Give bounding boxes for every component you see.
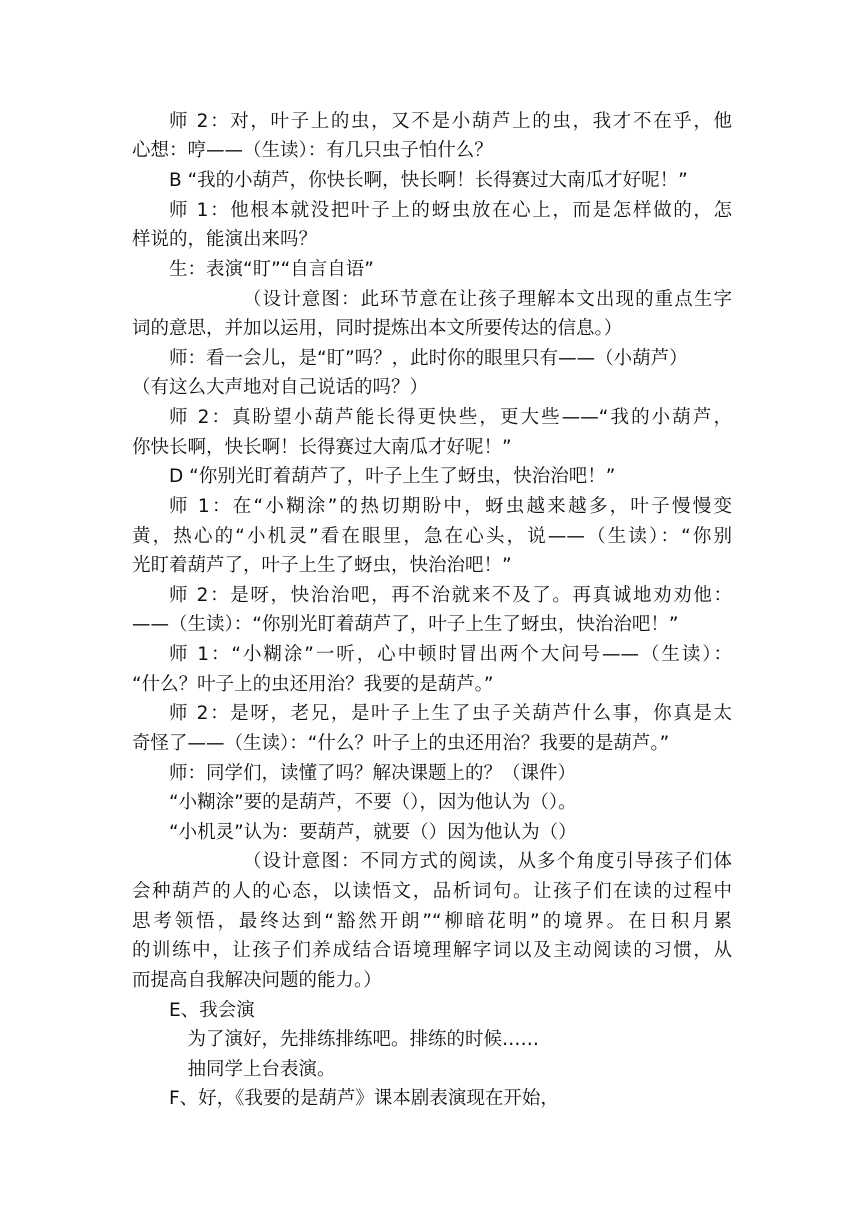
text-line: 奇怪了——（生读）：“什么？叶子上的虫还用治？我要的是葫芦。”	[132, 733, 670, 754]
text-line: （设计意图：不同方式的阅读，从多个角度引导孩子们体	[243, 851, 732, 872]
text-line: D “你别光盯着葫芦了，叶子上生了蚜虫，快治治吧！”	[169, 466, 616, 487]
text-line: 黄，热心的“小机灵”看在眼里，急在心头，说——（生读）：“你别	[132, 526, 732, 547]
text-line: 师 2：是呀，老兄，是叶子上生了虫子关葫芦什么事，你真是太	[169, 703, 732, 724]
text-line: 样说的，能演出来吗？	[132, 229, 318, 250]
text-line: 生：表演“盯”“自言自语”	[169, 259, 374, 280]
text-line: 思考领悟，最终达到“豁然开朗”“柳暗花明”的境界。在日积月累	[132, 911, 732, 932]
text-line: 师 2：真盼望小葫芦能长得更快些，更大些——“我的小葫芦，	[169, 407, 732, 428]
text-line: “小糊涂”要的是葫芦，不要（），因为他认为（）。	[169, 792, 577, 813]
text-line: 师：同学们，读懂了吗？解决课题上的？（课件）	[169, 763, 577, 784]
text-line: 光盯着葫芦了，叶子上生了蚜虫，快治治吧！”	[132, 555, 512, 576]
text-line: 的训练中，让孩子们养成结合语境理解字词以及主动阅读的习惯，从	[132, 940, 732, 961]
text-line: 你快长啊，快长啊！长得赛过大南瓜才好呢！”	[132, 437, 512, 458]
text-line: 抽同学上台表演。	[187, 1059, 336, 1080]
text-line: E、我会演	[169, 1000, 255, 1021]
text-line: F、好，《我要的是葫芦》课本剧表演现在开始，	[169, 1088, 559, 1109]
text-line: 师 1：“小糊涂”一听，心中顿时冒出两个大问号——（生读）：	[169, 644, 732, 665]
text-line: 而提高自我解决问题的能力。）	[132, 970, 382, 991]
text-line: 师 1：在“小糊涂”的热切期盼中，蚜虫越来越多，叶子慢慢变	[169, 496, 732, 517]
text-line: ——（生读）：“你别光盯着葫芦了，叶子上生了蚜虫，快治治吧！”	[132, 614, 679, 635]
text-line: 心想：哼——（生读）：有几只虫子怕什么？	[132, 140, 493, 161]
text-line: 词的意思，并加以运用，同时提炼出本文所要传达的信息。）	[132, 318, 623, 339]
text-line: B “我的小葫芦，你快长啊，快长啊！长得赛过大南瓜才好呢！”	[169, 170, 688, 191]
text-line: “小机灵”认为：要葫芦，就要（）因为他认为（）	[169, 822, 577, 843]
text-line: 师 2：对，叶子上的虫，又不是小葫芦上的虫，我才不在乎，他	[169, 111, 732, 132]
text-line: 师 2：是呀，快治治吧，再不治就来不及了。再真诚地劝劝他：	[169, 585, 732, 606]
text-line: 师：看一会儿，是“盯”吗？，此时你的眼里只有——（小葫芦）	[169, 348, 688, 369]
text-line: （设计意图：此环节意在让孩子理解本文出现的重点生字	[243, 289, 732, 310]
text-line: 会种葫芦的人的心态，以读悟文，品析词句。让孩子们在读的过程中	[132, 881, 732, 902]
text-line: “什么？叶子上的虫还用治？我要的是葫芦。”	[132, 674, 494, 695]
text-line: 为了演好，先排练排练吧。排练的时候……	[187, 1029, 540, 1050]
text-line: 师 1：他根本就没把叶子上的蚜虫放在心上，而是怎样做的，怎	[169, 200, 732, 221]
text-line: （有这么大声地对自己说话的吗？）	[132, 377, 429, 398]
